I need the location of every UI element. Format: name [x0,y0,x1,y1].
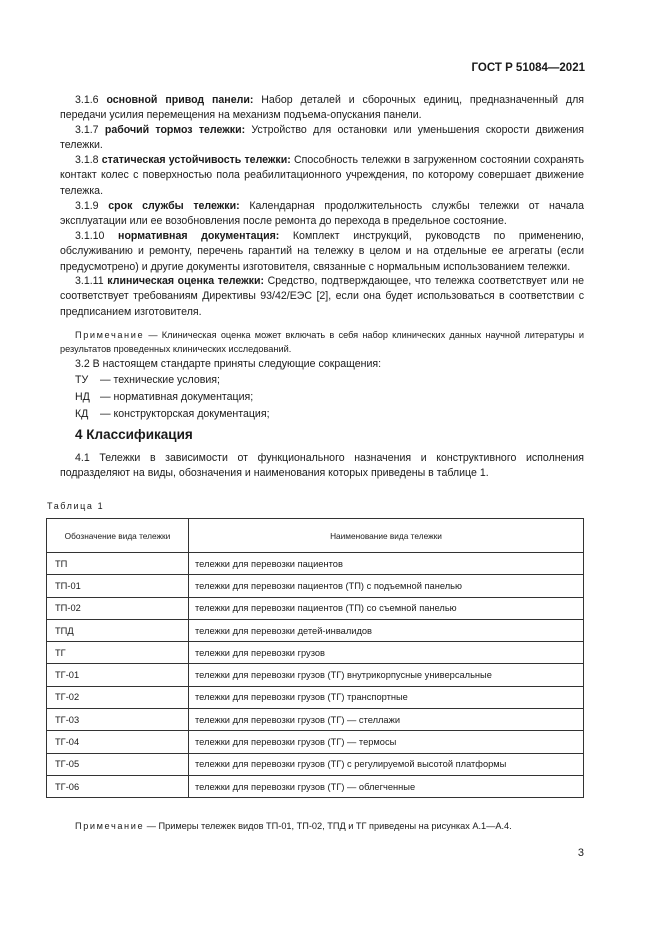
page-number: 3 [577,847,584,859]
definition-term: клиническая оценка тележки: [107,275,264,287]
definition-3-1-8: 3.1.8 статическая устойчивость тележки: Способность тележки в загруженном состоянии сохранять контакт колес с поверхностью пола реабилитационного учреждения, по которому совершает движение тележка. [60,154,585,197]
table-row [47,731,584,753]
section-title-classification: 4 Классификация [75,427,193,442]
cell-name: тележки для перевозки пациентов (ТП) с подъемной панелью [189,575,584,597]
table-row [47,709,584,731]
page-header-standard: ГОСТ Р 51084—2021 [471,62,585,74]
table-caption: Таблица 1 [47,501,105,511]
abbreviation-item: НД — нормативная документация; [75,391,254,403]
cell-name: тележки для перевозки грузов (ТГ) с регулируемой высотой платформы [189,753,584,775]
table-row [47,664,584,686]
column-header-name: Наименование вида тележки [189,519,584,553]
classification-table [46,518,584,798]
cell-name: тележки для перевозки грузов (ТГ) транспортные [189,686,584,708]
abbreviation-item: ТУ — технические условия; [75,374,220,386]
cell-name: тележки для перевозки грузов (ТГ) — облегченные [189,775,584,797]
cell-designation: ТГ-06 [47,775,189,797]
definition-3-1-9: 3.1.9 срок службы тележки: Календарная продолжительность службы тележки от начала эксплуатации или ее возобновления после ремонта до перехода в предельное состояние. [60,200,584,228]
definition-term: нормативная документация: [118,230,280,242]
table-row [47,642,584,664]
cell-designation: ТГ-02 [47,686,189,708]
cell-designation: ТГ-01 [47,664,189,686]
note-label: Примечание [75,330,145,340]
definition-3-1-7: 3.1.7 рабочий тормоз тележки: Устройство для остановки или уменьшения скорости движения тележки. [60,124,584,152]
definition-term: рабочий тормоз тележки: [104,124,246,136]
cell-name: тележки для перевозки грузов (ТГ) — термосы [189,731,584,753]
definition-term: основной привод панели: [106,94,254,106]
table-row [47,619,584,641]
table-row [47,597,584,619]
cell-name: тележки для перевозки пациентов [189,553,584,575]
abbreviation-item: КД — конструкторская документация; [75,408,270,420]
cell-name: тележки для перевозки грузов (ТГ) внутрикорпусные универсальные [189,664,584,686]
cell-designation: ТГ [47,642,189,664]
note-label: Примечание [75,821,145,831]
note-examples: Примечание — Примеры тележек видов ТП-01, ТП-02, ТПД и ТГ приведены на рисунках А.1—А.4. [60,819,584,833]
definition-term: статическая устойчивость тележки: [101,154,291,166]
paragraph-4-1: 4.1 Тележки в зависимости от функционального назначения и конструктивного исполнения подразделяют на виды, обозначения и наименования которых приведены в таблице 1. [60,452,584,480]
table-row [47,686,584,708]
column-header-designation: Обозначение вида тележки [47,519,189,553]
cell-designation: ТГ-03 [47,709,189,731]
note-clinical-evaluation: Примечание — Клиническая оценка может включать в себя набор клинических данных научной литературы и результатов проведенных клинических исследований. [60,330,584,354]
cell-name: тележки для перевозки детей-инвалидов [189,619,584,641]
table-row [47,575,584,597]
table-header-row [47,519,584,553]
cell-designation: ТП-02 [47,597,189,619]
cell-designation: ТГ-04 [47,731,189,753]
cell-name: тележки для перевозки грузов [189,642,584,664]
table-row [47,553,584,575]
cell-name: тележки для перевозки грузов (ТГ) — стеллажи [189,709,584,731]
cell-designation: ТП-01 [47,575,189,597]
definition-3-1-11: 3.1.11 клиническая оценка тележки: Средство, подтверждающее, что тележка соответствует или не соответствует требованиям Директивы 93/42/ЕЭС [2], если она будет использоваться в соответствии с предписанием изготовителя. [60,275,584,318]
cell-name: тележки для перевозки пациентов (ТП) со съемной панелью [189,597,584,619]
abbreviations-intro: 3.2 В настоящем стандарте приняты следующие сокращения: [75,358,382,370]
cell-designation: ТПД [47,619,189,641]
table-row [47,775,584,797]
cell-designation: ТГ-05 [47,753,189,775]
definition-term: срок службы тележки: [108,200,240,212]
cell-designation: ТП [47,553,189,575]
definition-3-1-6: 3.1.6 основной привод панели: Набор деталей и сборочных единиц, предназначенный для передачи усилия перемещения на механизм подъема-опускания панели. [60,94,584,122]
definition-3-1-10: 3.1.10 нормативная документация: Комплект инструкций, руководств по применению, обслуживанию и ремонту, перечень гарантий на тележку в целом и на отдельные ее агрегаты (если предусмотрено) и другие документы изготовителя, связанные с нормальным использованием тележки. [60,230,584,273]
table-row [47,753,584,775]
